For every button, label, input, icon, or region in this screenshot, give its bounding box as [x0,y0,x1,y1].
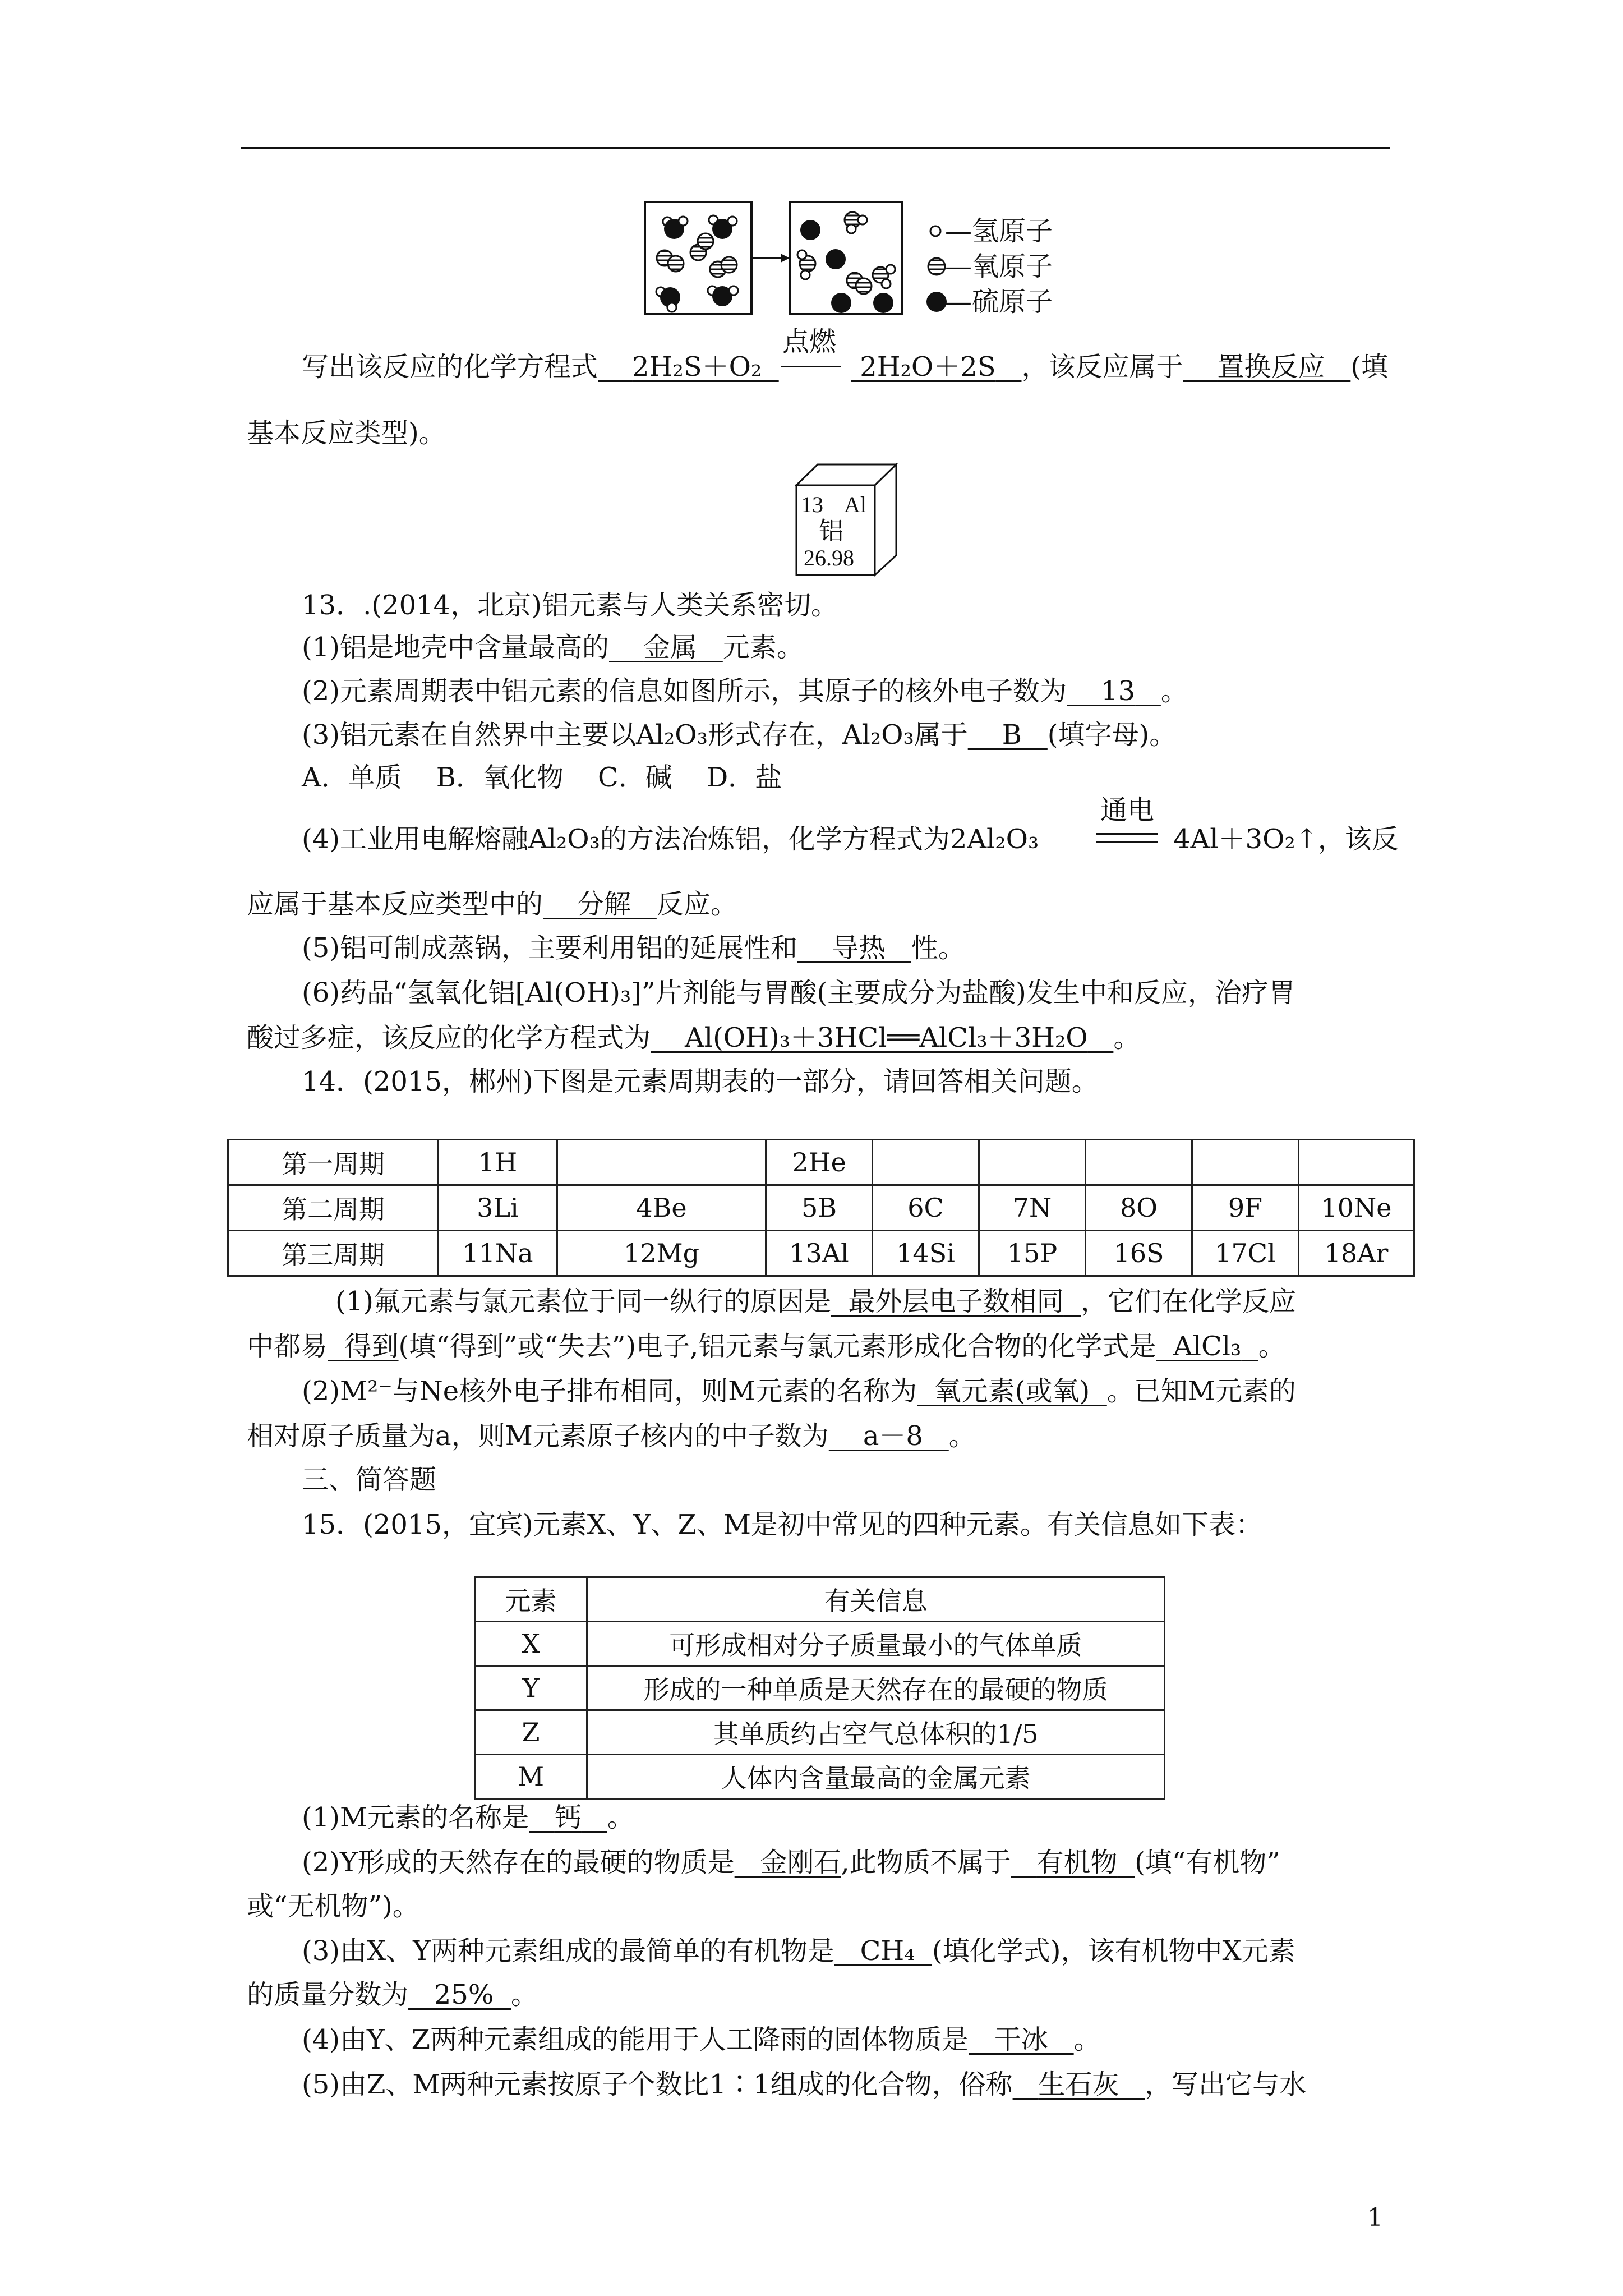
q12-eq-left: 2H₂S＋O₂ [632,351,762,383]
section-heading: 三、简答题 [302,1464,437,1496]
table-row: Z 其单质约占空气总体积的1/5 [475,1710,1165,1755]
q14-a1-line1: (1)氟元素与氯元素位于同一纵行的原因是 最外层电子数相同 ，它们在化学反应 [335,1286,1297,1317]
q13-p4-condition: 通电 [1100,794,1155,826]
q15-a2-line2: 或“无机物”)。 [247,1890,419,1922]
q15-a1: (1)M元素的名称是 钙 。 [302,1802,634,1833]
q13-p4: (4)工业用电解熔融Al₂O₃的方法冶炼铝，化学方程式为2Al₂O₃ [302,823,1039,855]
table-row: X 可形成相对分子质量最小的气体单质 [475,1622,1165,1666]
table-row: Y 形成的一种单质是天然存在的最硬的物质 [475,1666,1165,1710]
q13-p2: (2)元素周期表中铝元素的信息如图所示，其原子的核外电子数为 13 。 [302,675,1188,707]
q13-options: A．单质 B．氧化物 C．碱 D．盐 [302,762,782,793]
q13-p3: (3)铝元素在自然界中主要以Al₂O₃形式存在，Al₂O₃属于 B (填字母)。 [302,719,1177,751]
header-rule [241,147,1390,149]
q12-equation-line [302,351,779,383]
legend-oxygen: —氧原子 [945,251,1053,282]
q15-a3-line1: (3)由X、Y两种元素组成的最简单的有机物是 CH₄ (填化学式)，该有机物中X元素 [302,1935,1295,1967]
q12-prefix: 写出该反应的化学方程式 [302,351,598,383]
table-row: 第一周期 1H 2He [228,1140,1414,1185]
q14-a2-line2: 相对原子质量为a，则M元素原子核内的中子数为 a－8 。 [247,1420,976,1452]
q13-p1: (1)铝是地壳中含量最高的 金属 元素。 [302,632,804,663]
q15-a4: (4)由Y、Z两种元素组成的能用于人工降雨的固体物质是 干冰 。 [302,2024,1101,2055]
q14-head: 14．(2015，郴州)下图是元素周期表的一部分，请回答相关问题。 [302,1066,1099,1097]
q12-eq-right-line: 2H₂O＋2S ，该反应属于 置换反应 (填 [851,353,1388,380]
q15-head: 15．(2015，宜宾)元素X、Y、Z、M是初中常见的四种元素。有关信息如下表： [302,1509,1263,1540]
table-header-row: 元素 有关信息 [475,1577,1165,1622]
q12-answer: 置换反应 [1217,351,1325,383]
q12-eq-right: 2H₂O＋2S [860,351,996,383]
q13-p4-line2: 应属于基本反应类型中的 分解 反应。 [247,889,737,920]
hydrogen-atom-icon [930,226,940,236]
table-row: 第二周期 3Li 4Be 5B 6C 7N 8O 9F 10Ne [228,1185,1414,1231]
al-symbol: Al [844,492,866,517]
q12-line2: 基本反应类型)。 [247,417,446,449]
table-row: M 人体内含量最高的金属元素 [475,1755,1165,1799]
q12-eq-sign [781,365,841,378]
q15-a5: (5)由Z、M两种元素按原子个数比1∶1组成的化合物，俗称 生石灰 ，写出它与水 [302,2069,1307,2100]
q14-a2-line1: (2)M²⁻与Ne核外电子排布相同，则M元素的名称为 氧元素(或氧) 。已知M元素的 [302,1375,1296,1407]
arrow-right-icon [751,254,790,263]
q13-p4-post: 4Al＋3O₂↑，该反 [1173,823,1399,855]
legend-sulfur: —硫原子 [945,286,1053,318]
al-name: 铝 [819,517,843,545]
q15-a3-line2: 的质量分数为 25% 。 [247,1979,538,2010]
periodic-table [227,1139,1415,1277]
oxygen-atom-icon [928,258,945,275]
q15-a2-line1: (2)Y形成的天然存在的最硬的物质是 金刚石,此物质不属于 有机物 (填“有机物” [302,1847,1280,1878]
page-number: 1 [1367,2203,1383,2232]
q13-p6-line2: 酸过多症，该反应的化学方程式为 Al(OH)₃＋3HCl══AlCl₃＋3H₂O 。 [247,1022,1141,1053]
legend-hydrogen: —氢原子 [945,215,1053,247]
element-info-table [474,1576,1165,1800]
q12-condition: 点燃 [782,326,837,357]
al-number: 13 [801,492,823,517]
sulfur-atom-icon [926,292,947,312]
table-row: 第三周期 11Na 12Mg 13Al 14Si 15P 16S 17Cl 18Ar [228,1231,1414,1276]
q13-p4-eq-sign [1096,833,1158,843]
q12-mid: ，该反应属于 [1021,351,1183,383]
q14-a1-line2: 中都易 得到(填“得到”或“失去”)电子,铝元素与氯元素形成化合物的化学式是 AlCl₃ 。 [247,1331,1285,1362]
al-mass: 26.98 [804,545,854,570]
q13-head: 13．.(2014，北京)铝元素与人类关系密切。 [302,590,838,621]
q13-p6-line1: (6)药品“氢氧化铝[Al(OH)₃]”片剂能与胃酸(主要成分为盐酸)发生中和反应，治疗胃 [302,977,1295,1009]
q13-p5: (5)铝可制成蒸锅，主要利用铝的延展性和 导热 性。 [302,932,965,964]
